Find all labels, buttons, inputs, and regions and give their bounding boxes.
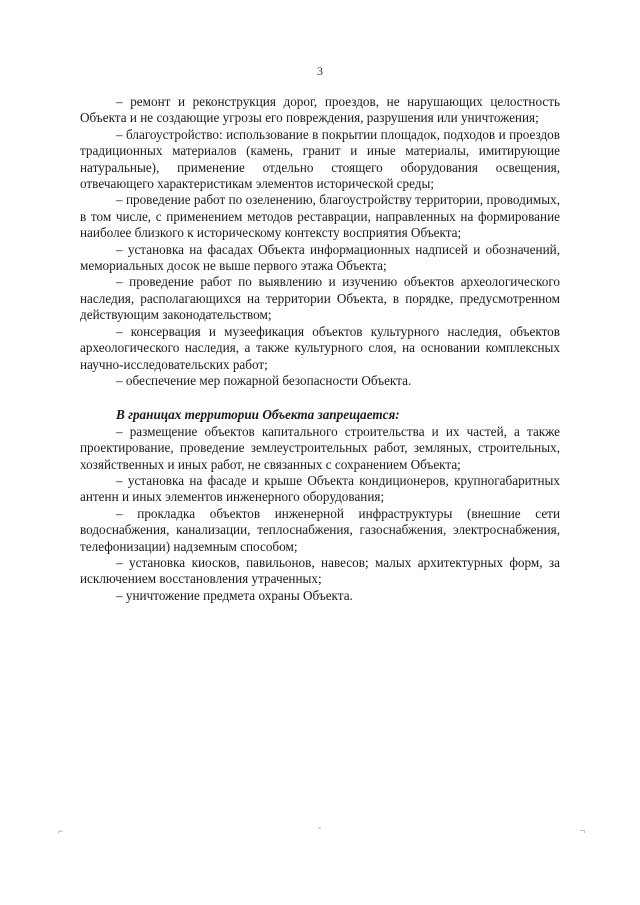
paragraph-fire-safety: – обеспечение мер пожарной безопасности Объекта. [116, 372, 412, 388]
scan-mark-left: ⌐ [58, 826, 64, 836]
paragraph-archaeology: – проведение работ по выявлению и изучению объектов археологического наследия, располагающихся на территории Объекта, в порядке, предусмотренном действующим законодательством; [80, 274, 560, 323]
paragraph-road-repair: – ремонт и реконструкция дорог, проездов, не нарушающих целостность Объекта и не создающие угрозы его повреждения, разрушения или уничтожения; [80, 94, 560, 126]
paragraph-protection: – уничтожение предмета охраны Объекта. [116, 587, 353, 603]
scan-mark-center: ˜ [318, 826, 321, 836]
paragraph-greening: – проведение работ по озеленению, благоустройству территории, проводимых, в том числе, с применением методов реставрации, направленных на формирование наиболее близкого к историческому контексту восприятия Объекта; [80, 192, 560, 241]
paragraph-landscaping: – благоустройство: использование в покрытии площадок, подходов и проездов традиционных материалов (камень, гранит и иные материалы, имитирующие натуральные), применение отдельно стоящего оборудования освещения, отвечающего характеристикам элементов исторической среды; [80, 126, 560, 192]
section-heading-prohibited: В границах территории Объекта запрещается: [116, 407, 400, 423]
paragraph-construction: – размещение объектов капитального строительства и их частей, а также проектирование, проведение землеустроительных работ, земляных, строительных, хозяйственных и иных работ, не связанных с сохранением Объекта; [80, 423, 560, 472]
paragraph-kiosks: – установка киосков, павильонов, навесов; малых архитектурных форм, за исключением восстановления утраченных; [80, 554, 560, 587]
page-number: 3 [317, 64, 323, 78]
scan-mark-right: ¬ [580, 826, 586, 836]
paragraph-equipment: – установка на фасаде и крыше Объекта кондиционеров, крупногабаритных антенн и иных элементов инженерного оборудования; [80, 472, 560, 505]
paragraph-signage: – установка на фасадах Объекта информационных надписей и обозначений, мемориальных досок не выше первого этажа Объекта; [80, 241, 560, 274]
section-spacer [80, 389, 560, 407]
paragraph-infrastructure: – прокладка объектов инженерной инфраструктуры (внешние сети водоснабжения, канализации, теплоснабжения, газоснабжения, электроснабжения, телефонизации) надземным способом; [80, 505, 560, 554]
document-body [80, 94, 560, 604]
paragraph-conservation: – консервация и музеефикация объектов культурного наследия, объектов археологического наследия, а также культурного слоя, на основании комплексных научно-исследовательских работ; [80, 323, 560, 372]
